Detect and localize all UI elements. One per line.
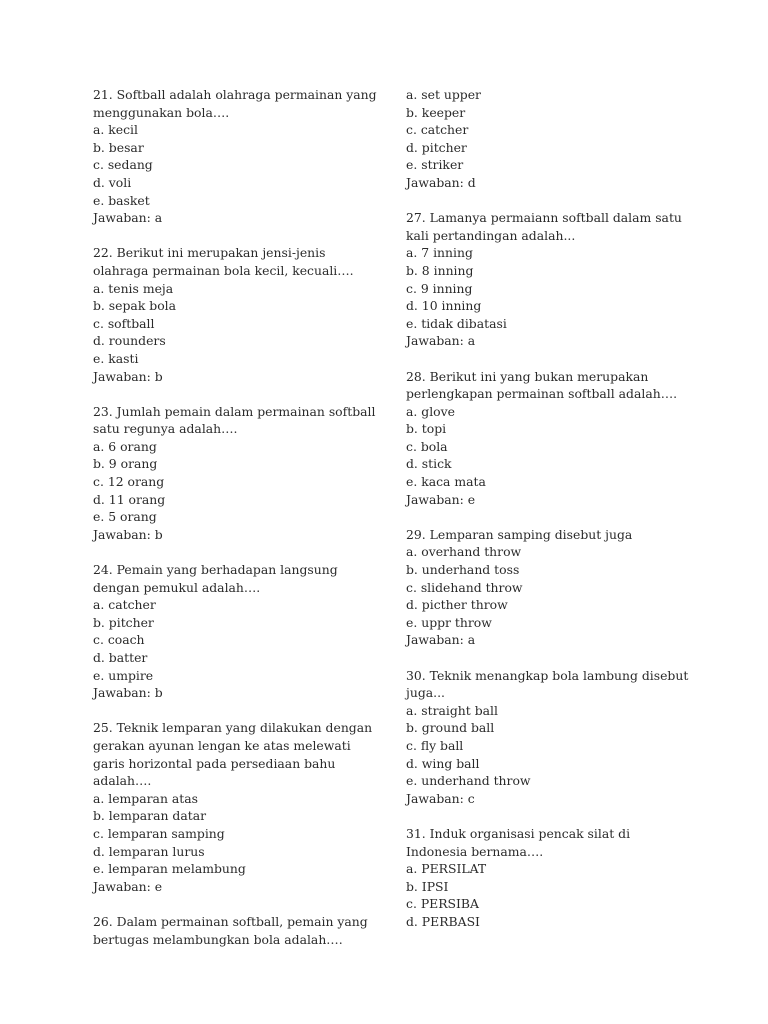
question-text: 24. Pemain yang berhadapan langsung dengan pemukul adalah….	[93, 562, 338, 595]
answer-option: b. IPSI	[406, 878, 449, 894]
answer-option: b. lemparan datar	[93, 808, 207, 824]
answer-key: Jawaban: b	[93, 526, 163, 542]
answer-option: b. sepak bola	[93, 298, 177, 314]
answer-option: e. tidak dibatasi	[406, 315, 507, 331]
question-text: 31. Induk organisasi pencak silat di Indonesia bernama….	[406, 825, 631, 859]
answer-key: Jawaban: a	[406, 333, 476, 349]
answer-option: d. PERBASI	[406, 913, 480, 929]
answer-option: e. basket	[93, 192, 150, 208]
question-block	[406, 526, 691, 649]
answer-option: a. lemparan atas	[93, 790, 198, 806]
question-block	[93, 244, 383, 385]
answer-key: Jawaban: a	[406, 632, 476, 648]
answer-option: a. glove	[406, 403, 455, 419]
answer-option: c. 9 inning	[406, 280, 473, 296]
answer-option: b. keeper	[406, 104, 466, 120]
answer-key: Jawaban: e	[93, 878, 163, 894]
answer-option: d. stick	[406, 456, 452, 472]
answer-key: Jawaban: b	[93, 685, 163, 701]
answer-option: e. lemparan melambung	[93, 861, 246, 877]
answer-key: Jawaban: b	[93, 368, 163, 384]
answer-key: Jawaban: d	[406, 174, 476, 190]
question-text: 22. Berikut ini merupakan jensi-jenis olahraga permainan bola kecil, kecuali….	[93, 245, 354, 278]
answer-option: d. wing ball	[406, 755, 480, 771]
answer-option: e. uppr throw	[406, 614, 492, 630]
question-text: 27. Lamanya permaiann softball dalam satu kali pertandingan adalah...	[406, 210, 682, 243]
question-block	[406, 86, 691, 192]
answer-option: a. PERSILAT	[406, 861, 487, 877]
question-block	[93, 913, 383, 948]
question-block	[93, 719, 383, 895]
answer-option: e. kasti	[93, 350, 139, 366]
answer-option: d. picther throw	[406, 597, 508, 613]
answer-key: Jawaban: c	[406, 790, 475, 806]
question-text: 29. Lemparan samping disebut juga	[406, 526, 633, 542]
answer-option: c. catcher	[406, 122, 469, 138]
answer-option: d. pitcher	[406, 139, 467, 155]
answer-option: c. slidehand throw	[406, 579, 523, 595]
question-text: 23. Jumlah pemain dalam permainan softball satu regunya adalah….	[93, 403, 376, 437]
question-block	[406, 368, 691, 509]
answer-option: a. overhand throw	[406, 544, 522, 560]
answer-option: b. pitcher	[93, 614, 154, 630]
answer-option: e. kaca mata	[406, 474, 486, 490]
answer-option: d. voli	[93, 174, 132, 190]
answer-option: a. 6 orang	[93, 438, 157, 454]
answer-option: d. rounders	[93, 333, 166, 349]
answer-option: c. fly ball	[406, 737, 464, 753]
question-block	[93, 561, 383, 702]
answer-option: d. 11 orang	[93, 491, 166, 507]
answer-option: b. 9 orang	[93, 456, 158, 472]
answer-key: Jawaban: a	[93, 210, 163, 226]
answer-option: a. 7 inning	[406, 245, 473, 261]
answer-option: a. straight ball	[406, 702, 498, 718]
question-text: 30. Teknik menangkap bola lambung disebut juga...	[406, 667, 689, 701]
answer-option: c. 12 orang	[93, 474, 165, 490]
answer-option: e. striker	[406, 157, 464, 173]
answer-option: e. umpire	[93, 667, 154, 683]
question-block	[406, 825, 691, 931]
answer-option: c. lemparan samping	[93, 825, 225, 841]
answer-option: c. PERSIBA	[406, 896, 479, 912]
answer-option: b. besar	[93, 139, 144, 155]
answer-option: c. bola	[406, 438, 448, 454]
question-block	[406, 209, 691, 350]
question-block	[93, 403, 383, 544]
answer-option: c. sedang	[93, 157, 153, 173]
answer-option: e. underhand throw	[406, 773, 531, 789]
answer-option: d. 10 inning	[406, 298, 482, 314]
question-text: 25. Teknik lemparan yang dilakukan dengan gerakan ayunan lengan ke atas melewati garis horizontal pada persediaan bahu adalah….	[93, 720, 373, 789]
right-column	[406, 86, 691, 948]
answer-option: d. lemparan lurus	[93, 843, 205, 859]
left-column	[93, 86, 383, 966]
answer-option: a. kecil	[93, 122, 138, 138]
answer-option: b. underhand toss	[406, 562, 520, 578]
question-block	[93, 86, 383, 227]
answer-option: b. topi	[406, 421, 447, 437]
answer-option: b. 8 inning	[406, 262, 474, 278]
question-text: 26. Dalam permainan softball, pemain yang bertugas melambungkan bola adalah….	[93, 913, 368, 947]
answer-option: d. batter	[93, 650, 148, 665]
answer-option: b. ground ball	[406, 720, 495, 736]
question-text: 21. Softball adalah olahraga permainan yang menggunakan bola….	[93, 87, 377, 120]
answer-key: Jawaban: e	[406, 491, 476, 507]
answer-option: a. set upper	[406, 87, 481, 102]
answer-option: e. 5 orang	[93, 509, 157, 525]
answer-option: a. catcher	[93, 597, 156, 613]
answer-option: a. tenis meja	[93, 280, 174, 296]
question-block	[406, 667, 691, 808]
answer-option: c. softball	[93, 315, 155, 331]
question-text: 28. Berikut ini yang bukan merupakan perlengkapan permainan softball adalah….	[406, 368, 678, 402]
answer-option: c. coach	[93, 632, 145, 648]
